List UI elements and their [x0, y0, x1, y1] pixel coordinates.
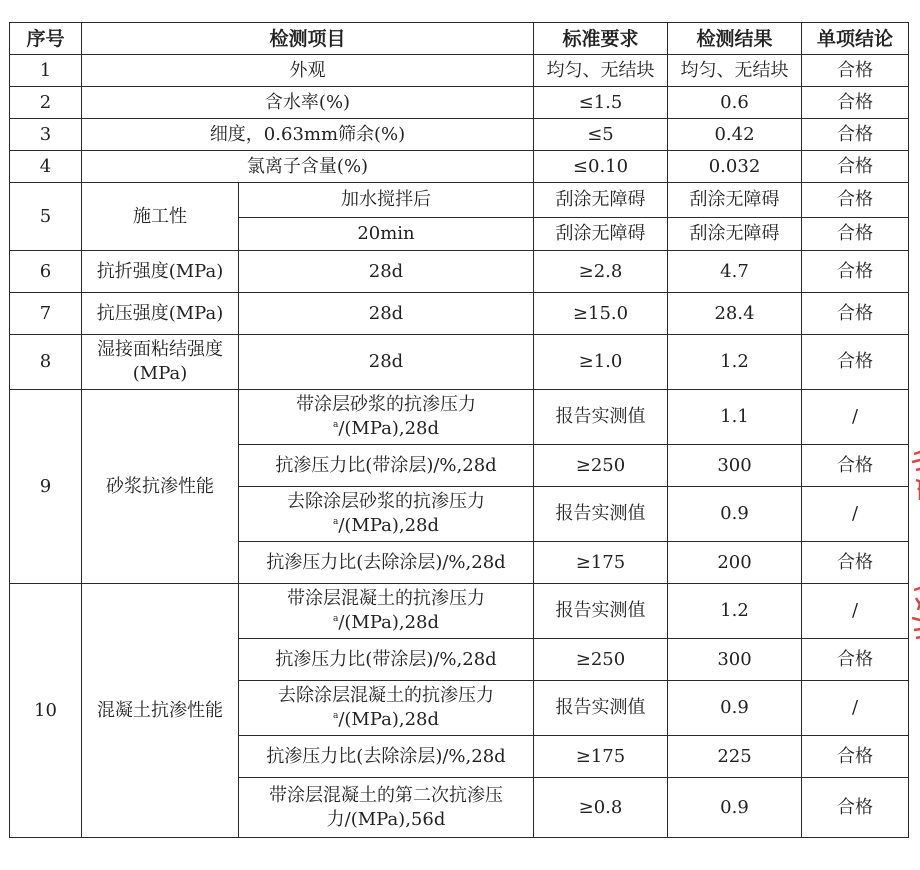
row-requirement: ≥250	[534, 639, 668, 681]
row-result: 刮涂无障碍	[668, 218, 802, 251]
row-result: 0.9	[668, 487, 802, 542]
row-item: 28d	[239, 293, 534, 335]
row-conclusion: 合格	[802, 778, 909, 838]
header-item: 检测项目	[82, 23, 534, 55]
row-group: 湿接面粘结强度(MPa)	[82, 335, 239, 390]
row-item-line1: 带涂层混凝土的第二次抗渗压	[269, 784, 503, 806]
row-requirement: ≥175	[534, 736, 668, 778]
row-result: 刮涂无障碍	[668, 183, 802, 218]
row-item-line1: 去除涂层混凝土的抗渗压力	[278, 685, 494, 706]
row-no: 8	[10, 335, 82, 390]
row-group: 抗压强度(MPa)	[82, 293, 239, 335]
row-group: 砂浆抗渗性能	[82, 390, 239, 584]
row-conclusion: /	[802, 487, 909, 542]
row-group: 施工性	[82, 183, 239, 251]
row-requirement: 均匀、无结块	[534, 55, 668, 87]
row-no: 3	[10, 119, 82, 151]
row-conclusion: 合格	[802, 183, 909, 218]
footnote-mark: a	[332, 614, 339, 624]
row-requirement: ≥0.8	[534, 778, 668, 838]
row-item-unit: /(MPa),28d	[338, 612, 440, 633]
row-result: 200	[668, 542, 802, 584]
row-conclusion: 合格	[802, 151, 909, 183]
row-requirement: 刮涂无障碍	[534, 218, 668, 251]
row-result: 28.4	[668, 293, 802, 335]
row-item-unit: /(MPa),28d	[338, 418, 440, 439]
row-requirement: 报告实测值	[534, 584, 668, 639]
row-result: 4.7	[668, 251, 802, 293]
row-group: 混凝土抗渗性能	[82, 584, 239, 838]
table-row	[10, 87, 909, 119]
row-result: 0.032	[668, 151, 802, 183]
row-requirement: ≤5	[534, 119, 668, 151]
row-item-line2	[241, 417, 531, 441]
header-result: 检测结果	[668, 23, 802, 55]
footnote-mark: a	[332, 517, 339, 527]
stamp-stroke	[914, 586, 920, 610]
row-item: 外观	[82, 55, 534, 87]
row-no: 6	[10, 251, 82, 293]
table-row	[10, 390, 909, 445]
row-item-line1: 带涂层混凝土的抗渗压力	[287, 588, 485, 609]
row-result: 1.2	[668, 335, 802, 390]
row-requirement: ≥2.8	[534, 251, 668, 293]
table-row	[10, 183, 909, 218]
row-item: 抗渗压力比(带涂层)/%,28d	[239, 445, 534, 487]
row-conclusion: 合格	[802, 542, 909, 584]
row-item: 20min	[239, 218, 534, 251]
header-row	[10, 23, 909, 55]
stamp-stroke	[912, 450, 920, 470]
row-item: 细度，0.63mm筛余(%)	[82, 119, 534, 151]
row-item: 氯离子含量(%)	[82, 151, 534, 183]
row-item	[239, 390, 534, 445]
row-item: 28d	[239, 251, 534, 293]
footnote-mark: a	[332, 711, 339, 721]
stamp-stroke	[916, 480, 920, 500]
table-row	[10, 55, 909, 87]
row-requirement: ≥250	[534, 445, 668, 487]
row-group: 抗折强度(MPa)	[82, 251, 239, 293]
row-item: 抗渗压力比(去除涂层)/%,28d	[239, 736, 534, 778]
row-result: 225	[668, 736, 802, 778]
row-item-line2	[241, 514, 531, 538]
header-requirement: 标准要求	[534, 23, 668, 55]
row-result: 300	[668, 445, 802, 487]
row-item: 28d	[239, 335, 534, 390]
row-item-line2	[241, 708, 531, 732]
row-no: 9	[10, 390, 82, 584]
row-conclusion: /	[802, 681, 909, 736]
row-conclusion: /	[802, 584, 909, 639]
row-item	[239, 681, 534, 736]
row-requirement: 报告实测值	[534, 487, 668, 542]
row-result: 0.6	[668, 87, 802, 119]
row-conclusion: 合格	[802, 251, 909, 293]
footnote-mark: a	[332, 420, 339, 430]
row-result: 1.1	[668, 390, 802, 445]
row-conclusion: 合格	[802, 445, 909, 487]
row-conclusion: /	[802, 390, 909, 445]
row-item: 抗渗压力比(带涂层)/%,28d	[239, 639, 534, 681]
row-conclusion: 合格	[802, 639, 909, 681]
table-row	[10, 119, 909, 151]
row-no: 1	[10, 55, 82, 87]
row-requirement: 报告实测值	[534, 390, 668, 445]
row-requirement: ≤1.5	[534, 87, 668, 119]
row-conclusion: 合格	[802, 293, 909, 335]
table-row	[10, 335, 909, 390]
row-requirement: 报告实测值	[534, 681, 668, 736]
row-conclusion: 合格	[802, 119, 909, 151]
row-item: 加水搅拌后	[239, 183, 534, 218]
row-conclusion: 合格	[802, 87, 909, 119]
row-requirement: ≤0.10	[534, 151, 668, 183]
row-item-line1: 去除涂层砂浆的抗渗压力	[287, 491, 485, 512]
row-no: 10	[10, 584, 82, 838]
row-item-line1: 带涂层砂浆的抗渗压力	[296, 394, 476, 415]
row-item	[239, 487, 534, 542]
row-no: 5	[10, 183, 82, 251]
row-conclusion: 合格	[802, 55, 909, 87]
table-row	[10, 293, 909, 335]
row-item: 含水率(%)	[82, 87, 534, 119]
test-results-table	[9, 22, 909, 838]
row-result: 0.42	[668, 119, 802, 151]
row-no: 2	[10, 87, 82, 119]
row-result: 300	[668, 639, 802, 681]
table-row	[10, 584, 909, 639]
row-requirement: ≥1.0	[534, 335, 668, 390]
row-result: 0.9	[668, 681, 802, 736]
row-result: 1.2	[668, 584, 802, 639]
row-item: 抗渗压力比(去除涂层)/%,28d	[239, 542, 534, 584]
row-result: 均匀、无结块	[668, 55, 802, 87]
row-result: 0.9	[668, 778, 802, 838]
table-row	[10, 151, 909, 183]
row-no: 4	[10, 151, 82, 183]
row-item-unit: /(MPa),28d	[338, 709, 440, 730]
stamp-stroke	[912, 618, 920, 638]
row-requirement: ≥175	[534, 542, 668, 584]
row-conclusion: 合格	[802, 218, 909, 251]
row-conclusion: 合格	[802, 335, 909, 390]
row-item-line2	[241, 611, 531, 635]
row-item-unit: /(MPa),28d	[338, 515, 440, 536]
header-no: 序号	[10, 23, 82, 55]
row-no: 7	[10, 293, 82, 335]
row-requirement: 刮涂无障碍	[534, 183, 668, 218]
row-conclusion: 合格	[802, 736, 909, 778]
row-item	[239, 778, 534, 838]
row-item-line2: 力/(MPa),56d	[326, 808, 446, 830]
table-row	[10, 251, 909, 293]
header-conclusion: 单项结论	[802, 23, 909, 55]
row-item	[239, 584, 534, 639]
row-requirement: ≥15.0	[534, 293, 668, 335]
